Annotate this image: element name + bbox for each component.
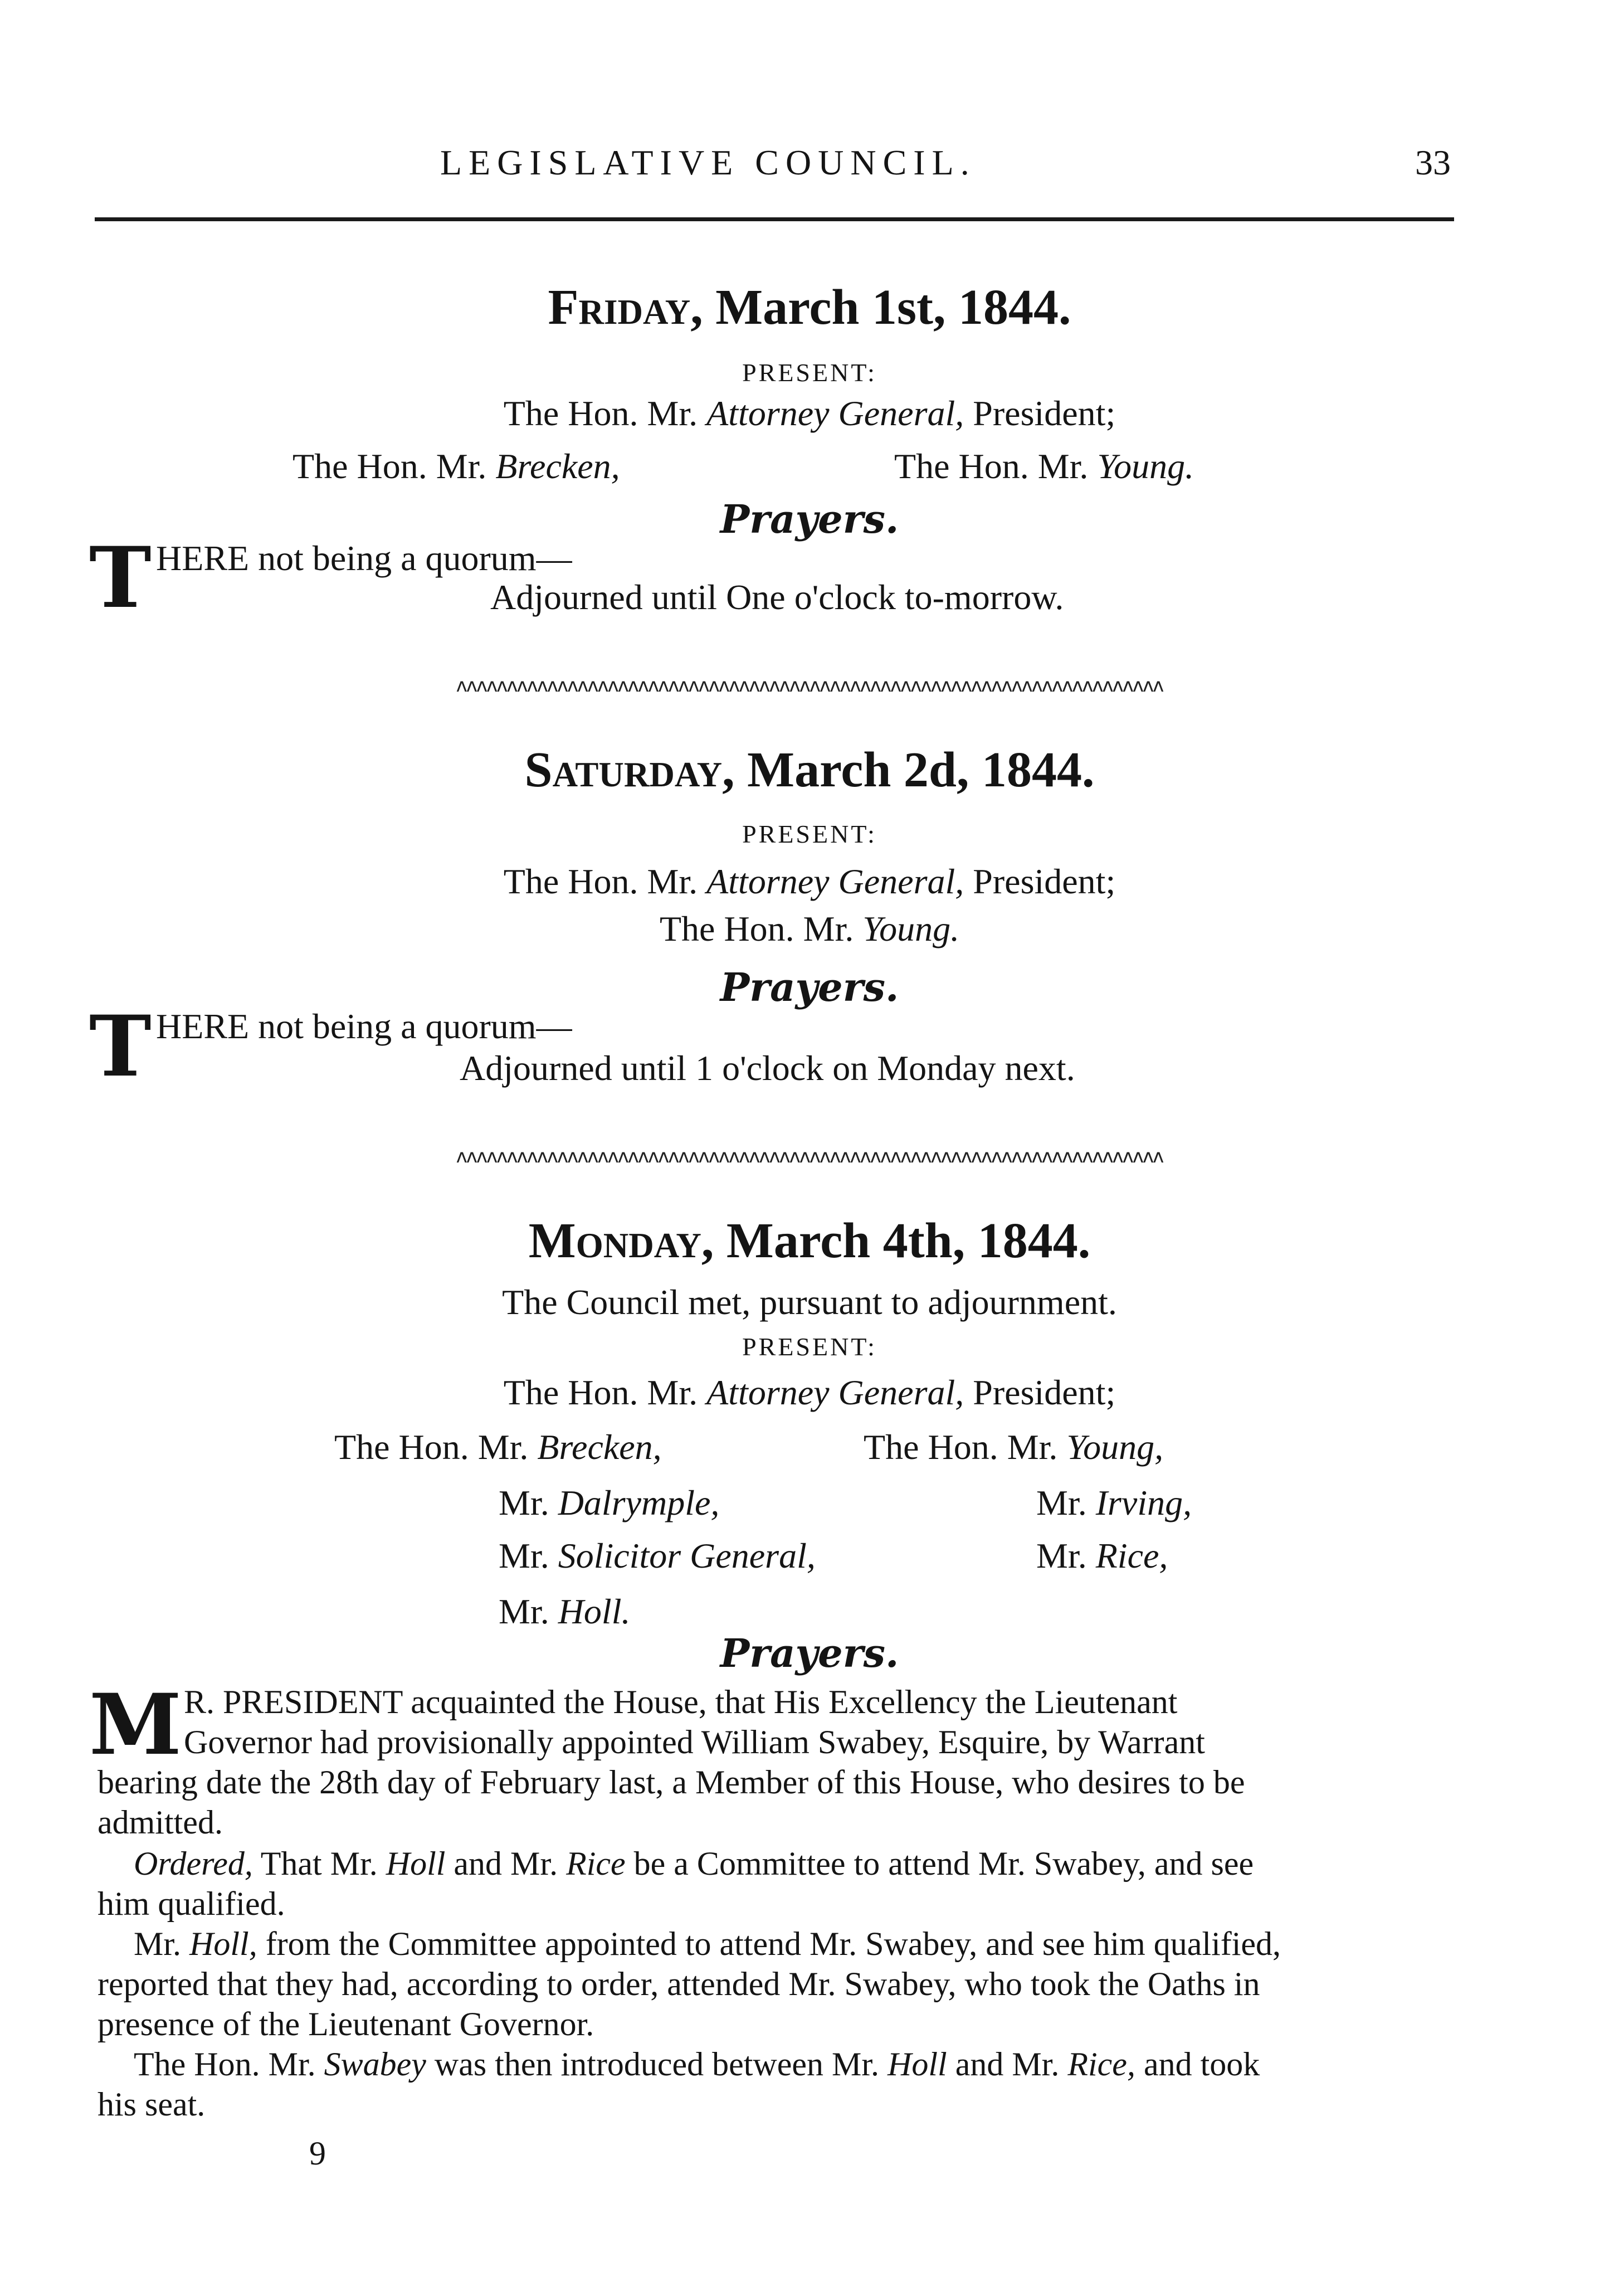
session-2-member-name: Young. — [862, 909, 960, 948]
p4-holl: Holl — [887, 2046, 947, 2083]
session-2-president-suffix: President; — [973, 862, 1116, 901]
p4-text-d: and took — [1143, 2046, 1260, 2083]
session-3-prayers: Prayers. — [720, 1630, 899, 1676]
ornamental-divider-2: ʌʌʌʌʌʌʌʌʌʌʌʌʌʌʌʌʌʌʌʌʌʌʌʌʌʌʌʌʌʌʌʌʌʌʌʌʌʌʌʌʌʌʌʌʌʌʌʌʌʌʌʌʌʌʌʌʌʌʌʌʌʌʌʌʌʌʌʌʌʌ — [456, 1145, 1163, 1168]
member-prefix: Mr. — [499, 1483, 549, 1522]
session-2-present-label: PRESENT: — [742, 820, 877, 848]
session-1-president-name: Attorney General, — [706, 393, 964, 433]
session-1-member-left — [292, 446, 620, 487]
session-3-president-line — [0, 1372, 1619, 1413]
session-2-president-prefix: The Hon. Mr. — [503, 862, 698, 901]
p4-swabey: Swabey — [324, 2046, 426, 2083]
session-1-text-first: HERE not being a quorum— — [156, 538, 572, 578]
session-1-president-prefix: The Hon. Mr. — [503, 393, 698, 433]
session-1-member-right-name: Young. — [1097, 446, 1194, 486]
session-1-president-line — [0, 393, 1619, 434]
p2-holl: Holl — [386, 1845, 446, 1882]
session-1-member-right-prefix: The Hon. Mr. — [894, 446, 1089, 486]
member-prefix: Mr. — [499, 1536, 549, 1575]
p3-holl: Holl, — [189, 1925, 257, 1962]
p2-rice: Rice — [566, 1845, 626, 1882]
session-1-heading — [0, 279, 1619, 336]
session-1-text-second: Adjourned until One o'clock to-morrow. — [490, 577, 1064, 617]
session-3-day: Monday, — [528, 1213, 714, 1268]
session-3-col1-head — [334, 1427, 662, 1468]
p2-line-1 — [134, 1845, 1254, 1883]
p4-line-2: his seat. — [97, 2086, 206, 2123]
p3-line-2: reported that they had, according to order, attended Mr. Swabey, who took the Oaths in — [97, 1966, 1260, 2002]
p4-text-c: and Mr. — [955, 2046, 1060, 2083]
session-3-member-right-1 — [1036, 1482, 1192, 1524]
header-rule — [95, 217, 1454, 221]
session-1-president-suffix: President; — [973, 393, 1116, 433]
session-3-col2-head — [864, 1427, 1163, 1468]
p2-text-c: be a Committee to attend Mr. Swabey, and see — [633, 1845, 1254, 1882]
p4-text-a: The Hon. Mr. — [134, 2046, 316, 2083]
session-2-day: Saturday, — [524, 742, 735, 797]
session-1-prayers: Prayers. — [720, 496, 899, 542]
session-2-prayers: Prayers. — [720, 964, 899, 1010]
p3-text-b: from the Committee appointed to attend Mr. Swabey, and see him qualified, — [265, 1925, 1281, 1962]
p4-text-b: was then introduced between Mr. — [434, 2046, 880, 2083]
session-1-member-left-name: Brecken, — [495, 446, 620, 486]
session-3-present-label: PRESENT: — [742, 1332, 877, 1361]
session-3-member-left-2 — [499, 1535, 816, 1577]
session-2-member — [0, 908, 1619, 950]
session-3-col1-prefix: The Hon. Mr. — [334, 1427, 529, 1467]
session-3-member-left-1 — [499, 1482, 719, 1524]
session-2-dropcap: T — [89, 998, 152, 1096]
session-2-president-name: Attorney General, — [706, 862, 964, 901]
p1-line-4: admitted. — [97, 1804, 223, 1841]
session-3-president-suffix: President; — [973, 1373, 1116, 1412]
session-3-member-right-2 — [1036, 1535, 1168, 1577]
session-2-president-line — [0, 861, 1619, 902]
p3-line-3: presence of the Lieutenant Governor. — [97, 2006, 594, 2042]
p4-rice: Rice, — [1067, 2046, 1135, 2083]
member-name: Holl. — [558, 1592, 631, 1631]
member-name: Irving, — [1095, 1483, 1192, 1522]
session-3-member-left-3 — [499, 1591, 630, 1632]
member-prefix: Mr. — [1036, 1483, 1087, 1522]
member-name: Solicitor General, — [558, 1536, 816, 1575]
session-3-date: March 4th, 1844. — [726, 1213, 1091, 1268]
member-name: Dalrymple, — [558, 1483, 720, 1522]
session-3-met: The Council met, pursuant to adjournment. — [502, 1282, 1117, 1322]
session-3-president-prefix: The Hon. Mr. — [503, 1373, 698, 1412]
p2-text-a: That Mr. — [260, 1845, 378, 1882]
session-3-col2-prefix: The Hon. Mr. — [864, 1427, 1058, 1467]
signature-mark: 9 — [309, 2135, 326, 2172]
member-prefix: Mr. — [1036, 1536, 1087, 1575]
session-1-member-right — [894, 446, 1194, 487]
p2-line-2: him qualified. — [97, 1885, 285, 1922]
p2-ordered: Ordered, — [134, 1845, 253, 1882]
session-2-member-prefix: The Hon. Mr. — [659, 909, 854, 948]
p2-text-b: and Mr. — [453, 1845, 558, 1882]
session-3-col1-name: Brecken, — [537, 1427, 662, 1467]
p1-line-3: bearing date the 28th day of February last, a Member of this House, who desires to be — [97, 1764, 1245, 1801]
session-2-text-second: Adjourned until 1 o'clock on Monday next. — [460, 1048, 1075, 1088]
session-2-heading — [0, 741, 1619, 799]
p4-line-1 — [134, 2045, 1260, 2084]
session-2-text-first: HERE not being a quorum— — [156, 1006, 572, 1046]
member-prefix: Mr. — [499, 1592, 549, 1631]
session-1-day: Friday, — [548, 280, 703, 335]
running-title: LEGISLATIVE COUNCIL. — [440, 143, 976, 182]
session-1-date: March 1st, 1844. — [715, 280, 1071, 335]
p1-line-1: R. PRESIDENT acquainted the House, that His Excellency the Lieutenant — [184, 1684, 1178, 1720]
member-name: Rice, — [1095, 1536, 1168, 1575]
page-header — [0, 142, 1619, 192]
session-1-member-left-prefix: The Hon. Mr. — [292, 446, 487, 486]
p1-line-2: Governor had provisionally appointed William Swabey, Esquire, by Warrant — [184, 1724, 1205, 1760]
session-3-president-name: Attorney General, — [706, 1373, 964, 1412]
session-3-col2-name: Young, — [1066, 1427, 1164, 1467]
session-3-dropcap: M — [89, 1676, 182, 1774]
p3-text-a: Mr. — [134, 1925, 182, 1962]
session-1-dropcap: T — [89, 529, 152, 627]
session-3-heading — [0, 1212, 1619, 1269]
session-2-date: March 2d, 1844. — [747, 742, 1095, 797]
p3-line-1 — [134, 1925, 1281, 1963]
session-1-present-label: PRESENT: — [742, 358, 877, 387]
ornamental-divider-1: ʌʌʌʌʌʌʌʌʌʌʌʌʌʌʌʌʌʌʌʌʌʌʌʌʌʌʌʌʌʌʌʌʌʌʌʌʌʌʌʌʌʌʌʌʌʌʌʌʌʌʌʌʌʌʌʌʌʌʌʌʌʌʌʌʌʌʌʌʌʌ — [456, 674, 1163, 697]
page-number: 33 — [1415, 143, 1451, 182]
